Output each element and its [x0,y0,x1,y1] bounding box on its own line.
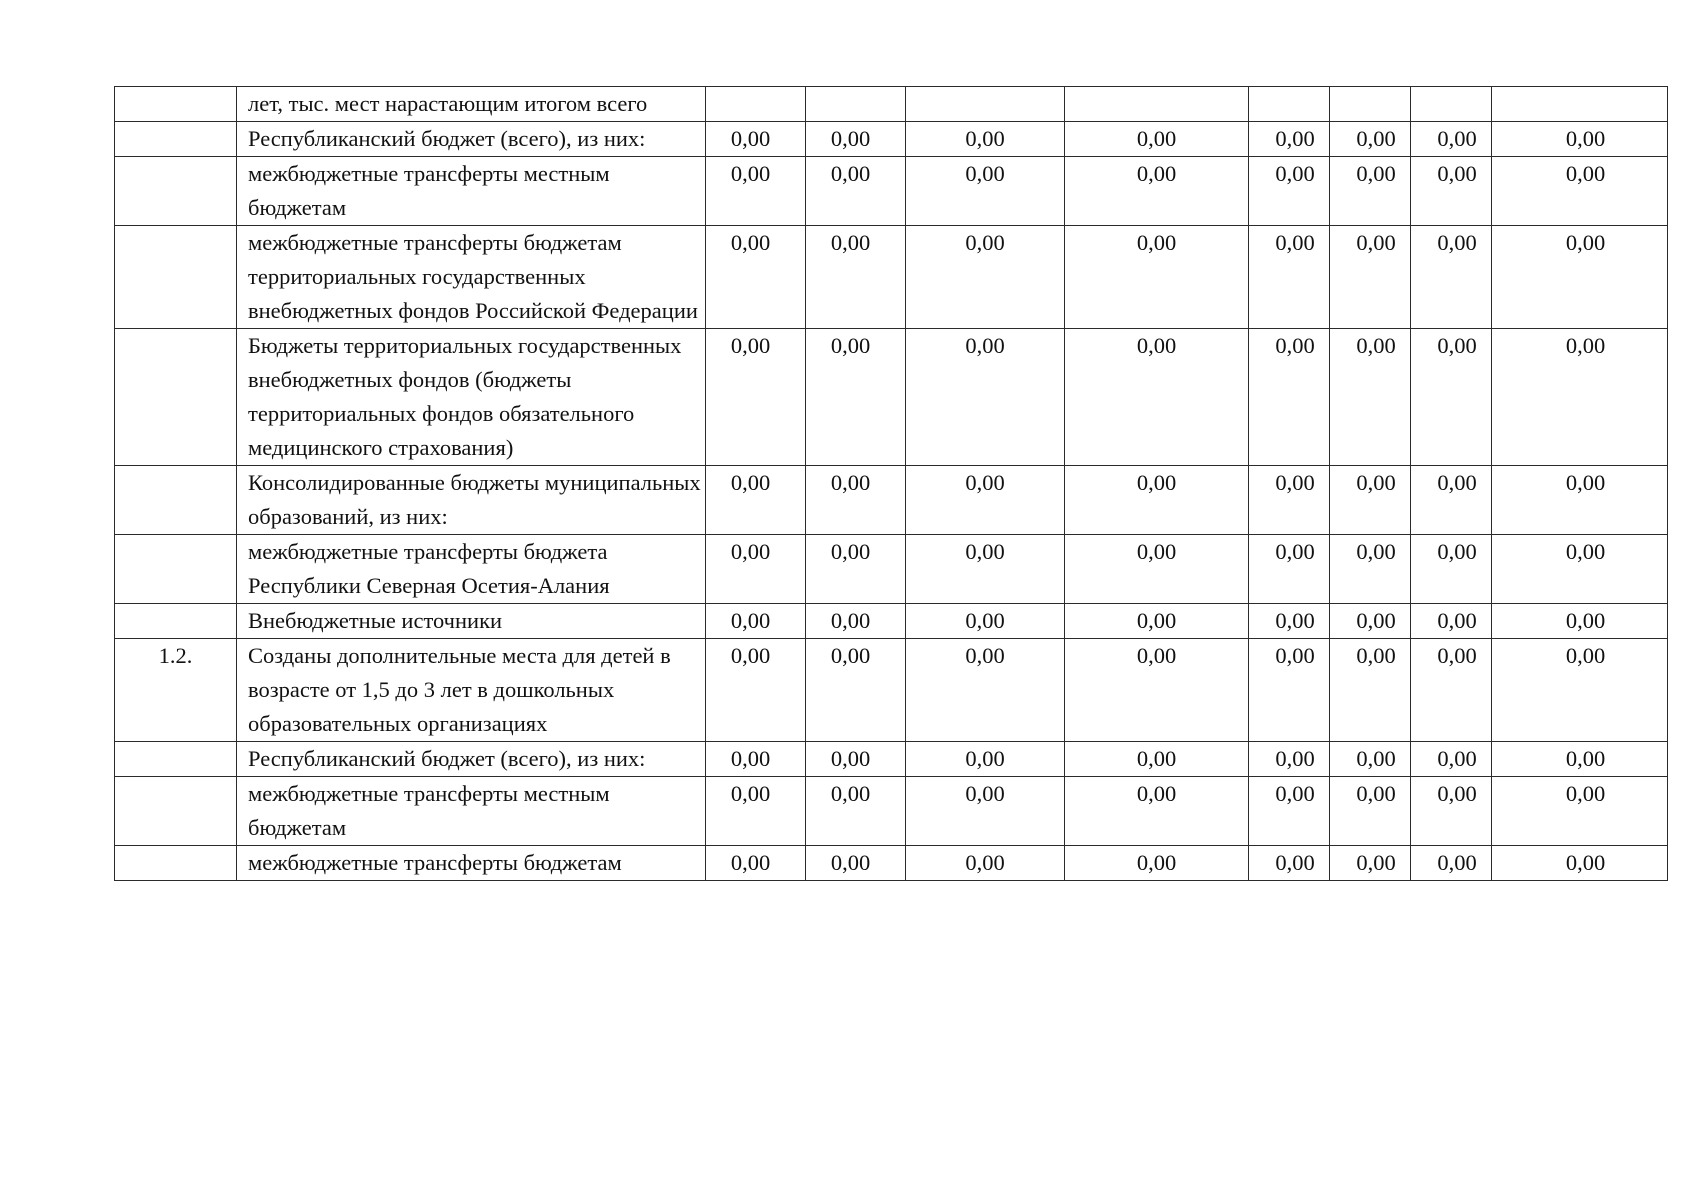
value-text: 0,00 [1437,126,1477,151]
value-cell [1411,466,1492,535]
value-cell [1330,742,1411,777]
row-description: Внебюджетные источники [248,608,503,633]
row-description-cell [237,604,706,639]
row-description-cell [237,226,706,329]
row-number-cell [115,329,237,466]
value-text: 0,00 [830,470,871,495]
value-text: 0,00 [1356,643,1396,668]
value-cell [1249,742,1330,777]
value-cell [1492,466,1668,535]
value-cell [1249,157,1330,226]
value-text: 0,00 [1437,608,1477,633]
table-row [115,846,1668,881]
row-description: Республиканский бюджет (всего), из них: [248,126,646,151]
table-body [115,87,1668,881]
value-text: 0,00 [730,746,771,771]
table-row [115,535,1668,604]
value-text: 0,00 [730,850,771,875]
value-cell [1411,777,1492,846]
row-number-cell [115,846,237,881]
value-text: 0,00 [1565,539,1606,564]
value-cell [1411,846,1492,881]
value-cell [806,226,906,329]
value-cell [1249,329,1330,466]
value-cell [1330,639,1411,742]
row-number-cell [115,535,237,604]
value-cell [906,742,1065,777]
value-cell [806,742,906,777]
value-cell [806,604,906,639]
value-cell [1330,535,1411,604]
value-text: 0,00 [1437,333,1477,358]
value-text: 0,00 [730,161,771,186]
value-cell [1492,226,1668,329]
row-description: Республиканский бюджет (всего), из них: [248,746,646,771]
table-row [115,157,1668,226]
value-text: 0,00 [1275,608,1315,633]
row-description: межбюджетные трансферты бюджетам территориальных государственных внебюджетных фондов Российской Федерации [248,230,698,323]
value-cell [1411,742,1492,777]
value-cell [1249,226,1330,329]
value-text: 0,00 [1437,643,1477,668]
value-text: 0,00 [1356,230,1396,255]
row-description: межбюджетные трансферты местным бюджетам [248,161,610,220]
row-description-cell [237,846,706,881]
value-cell [706,846,806,881]
value-text: 0,00 [830,126,871,151]
value-cell [1411,535,1492,604]
value-cell [1411,122,1492,157]
row-number-cell [115,466,237,535]
value-cell [906,466,1065,535]
value-text: 0,00 [1136,643,1177,668]
value-text: 0,00 [1136,608,1177,633]
value-text: 0,00 [1437,850,1477,875]
value-text: 0,00 [730,539,771,564]
value-cell [706,777,806,846]
row-description-cell [237,157,706,226]
value-text: 0,00 [730,333,771,358]
value-cell [1492,604,1668,639]
value-text: 0,00 [1136,746,1177,771]
value-cell [1492,777,1668,846]
value-text: 0,00 [1565,781,1606,806]
value-cell [806,639,906,742]
row-number-cell [115,604,237,639]
value-text: 0,00 [1565,230,1606,255]
value-text: 0,00 [830,161,871,186]
value-cell [1411,226,1492,329]
value-text: 0,00 [1275,539,1315,564]
table-row [115,466,1668,535]
value-cell [1065,87,1249,122]
table-row [115,87,1668,122]
value-text: 0,00 [1136,781,1177,806]
value-cell [1411,329,1492,466]
value-text: 0,00 [730,230,771,255]
row-number-cell [115,777,237,846]
row-number-cell [115,122,237,157]
row-description-cell [237,742,706,777]
value-text: 0,00 [965,161,1005,186]
value-text: 0,00 [1356,850,1396,875]
row-description-cell [237,87,706,122]
table-row [115,742,1668,777]
value-text: 0,00 [1275,643,1315,668]
value-cell [706,87,806,122]
value-cell [1492,157,1668,226]
value-text: 0,00 [1565,850,1606,875]
value-cell [1330,122,1411,157]
value-cell [1411,639,1492,742]
value-cell [1492,846,1668,881]
value-text: 0,00 [730,126,771,151]
row-number-cell [115,639,237,742]
row-description-cell [237,639,706,742]
value-cell [1330,329,1411,466]
row-description: лет, тыс. мест нарастающим итогом всего [248,91,648,116]
value-text: 0,00 [830,850,871,875]
value-cell [1065,329,1249,466]
value-text: 0,00 [1136,850,1177,875]
value-text: 0,00 [1356,539,1396,564]
value-text: 0,00 [1136,333,1177,358]
value-cell [706,329,806,466]
value-cell [806,329,906,466]
value-cell [1330,226,1411,329]
value-text: 0,00 [1565,643,1606,668]
value-text: 0,00 [1136,539,1177,564]
value-text: 0,00 [1565,161,1606,186]
value-cell [806,157,906,226]
value-cell [906,604,1065,639]
value-text: 0,00 [730,470,771,495]
value-cell [1065,777,1249,846]
value-text: 0,00 [1136,161,1177,186]
row-description-cell [237,329,706,466]
row-description: межбюджетные трансферты бюджетам [248,850,622,875]
value-text: 0,00 [830,643,871,668]
value-cell [706,604,806,639]
value-cell [1065,742,1249,777]
value-text: 0,00 [730,608,771,633]
value-text: 0,00 [1565,333,1606,358]
value-cell [906,535,1065,604]
value-cell [706,742,806,777]
value-text: 0,00 [965,230,1005,255]
value-cell [1065,604,1249,639]
table-row [115,226,1668,329]
value-text: 0,00 [830,608,871,633]
value-text: 0,00 [965,746,1005,771]
value-text: 0,00 [1565,608,1606,633]
value-text: 0,00 [1356,470,1396,495]
row-description: межбюджетные трансферты бюджета Республики Северная Осетия-Алания [248,539,610,598]
value-text: 0,00 [1437,781,1477,806]
value-cell [1330,87,1411,122]
value-cell [1330,846,1411,881]
value-text: 0,00 [965,333,1005,358]
value-cell [1492,329,1668,466]
value-cell [1249,777,1330,846]
value-text: 0,00 [1275,126,1315,151]
value-text: 0,00 [1565,470,1606,495]
value-cell [906,846,1065,881]
value-text: 0,00 [1275,781,1315,806]
value-text: 0,00 [965,643,1005,668]
value-cell [906,122,1065,157]
row-description-cell [237,777,706,846]
value-cell [1330,604,1411,639]
value-cell [1249,639,1330,742]
value-cell [1492,122,1668,157]
value-cell [906,329,1065,466]
value-cell [706,226,806,329]
value-cell [906,87,1065,122]
value-text: 0,00 [965,470,1005,495]
value-text: 0,00 [965,608,1005,633]
value-text: 0,00 [1565,746,1606,771]
value-cell [906,777,1065,846]
table-row [115,777,1668,846]
value-cell [1249,87,1330,122]
value-cell [806,122,906,157]
value-cell [1249,535,1330,604]
row-description: межбюджетные трансферты местным бюджетам [248,781,610,840]
table-row [115,122,1668,157]
value-text: 0,00 [830,230,871,255]
value-cell [1249,122,1330,157]
value-cell [1330,777,1411,846]
value-cell [1330,157,1411,226]
value-text: 0,00 [1437,746,1477,771]
value-text: 0,00 [1136,126,1177,151]
value-cell [706,466,806,535]
row-number-cell [115,87,237,122]
value-text: 0,00 [1275,470,1315,495]
value-cell [806,87,906,122]
value-text: 0,00 [1275,850,1315,875]
value-cell [806,846,906,881]
value-text: 0,00 [965,126,1005,151]
value-cell [806,466,906,535]
value-cell [1411,604,1492,639]
value-text: 0,00 [1356,781,1396,806]
value-text: 0,00 [1136,230,1177,255]
value-cell [1492,742,1668,777]
value-cell [1065,226,1249,329]
value-cell [1065,466,1249,535]
value-cell [1249,466,1330,535]
row-description: Консолидированные бюджеты муниципальных образований, из них: [248,470,701,529]
row-description-cell [237,535,706,604]
value-cell [1065,535,1249,604]
value-cell [706,639,806,742]
value-cell [1411,157,1492,226]
value-cell [806,535,906,604]
row-description-cell [237,122,706,157]
value-cell [906,226,1065,329]
table-row [115,604,1668,639]
value-text: 0,00 [1356,746,1396,771]
value-cell [1492,639,1668,742]
value-text: 0,00 [1356,333,1396,358]
value-text: 0,00 [1437,230,1477,255]
value-text: 0,00 [830,746,871,771]
value-text: 0,00 [965,850,1005,875]
value-cell [906,639,1065,742]
value-cell [1065,122,1249,157]
value-cell [1492,87,1668,122]
value-cell [1065,157,1249,226]
value-text: 0,00 [1275,746,1315,771]
value-text: 0,00 [1437,539,1477,564]
row-description: Бюджеты территориальных государственных внебюджетных фондов (бюджеты территориальных фондов обязательного медицинского страхования) [248,333,682,460]
value-cell [706,122,806,157]
value-text: 0,00 [1437,470,1477,495]
row-description-cell [237,466,706,535]
value-text: 0,00 [1275,161,1315,186]
value-text: 0,00 [1565,126,1606,151]
value-text: 0,00 [1356,608,1396,633]
value-text: 0,00 [730,781,771,806]
value-cell [706,535,806,604]
value-cell [1249,604,1330,639]
budget-table [114,86,1668,881]
value-text: 0,00 [965,539,1005,564]
value-cell [806,777,906,846]
value-cell [1330,466,1411,535]
value-cell [1065,639,1249,742]
value-cell [1411,87,1492,122]
value-text: 0,00 [1136,470,1177,495]
value-text: 0,00 [1356,126,1396,151]
row-number: 1.2. [158,643,193,668]
value-text: 0,00 [730,643,771,668]
value-cell [1249,846,1330,881]
value-text: 0,00 [1275,333,1315,358]
value-text: 0,00 [830,781,871,806]
value-text: 0,00 [830,539,871,564]
value-text: 0,00 [1275,230,1315,255]
row-number-cell [115,226,237,329]
value-text: 0,00 [830,333,871,358]
row-number-cell [115,157,237,226]
row-description: Созданы дополнительные места для детей в возрасте от 1,5 до 3 лет в дошкольных образовательных организациях [248,643,671,736]
value-text: 0,00 [965,781,1005,806]
table-row [115,329,1668,466]
value-cell [1065,846,1249,881]
value-text: 0,00 [1437,161,1477,186]
value-cell [1492,535,1668,604]
value-cell [706,157,806,226]
value-text: 0,00 [1356,161,1396,186]
value-cell [906,157,1065,226]
row-number-cell [115,742,237,777]
table-row [115,639,1668,742]
